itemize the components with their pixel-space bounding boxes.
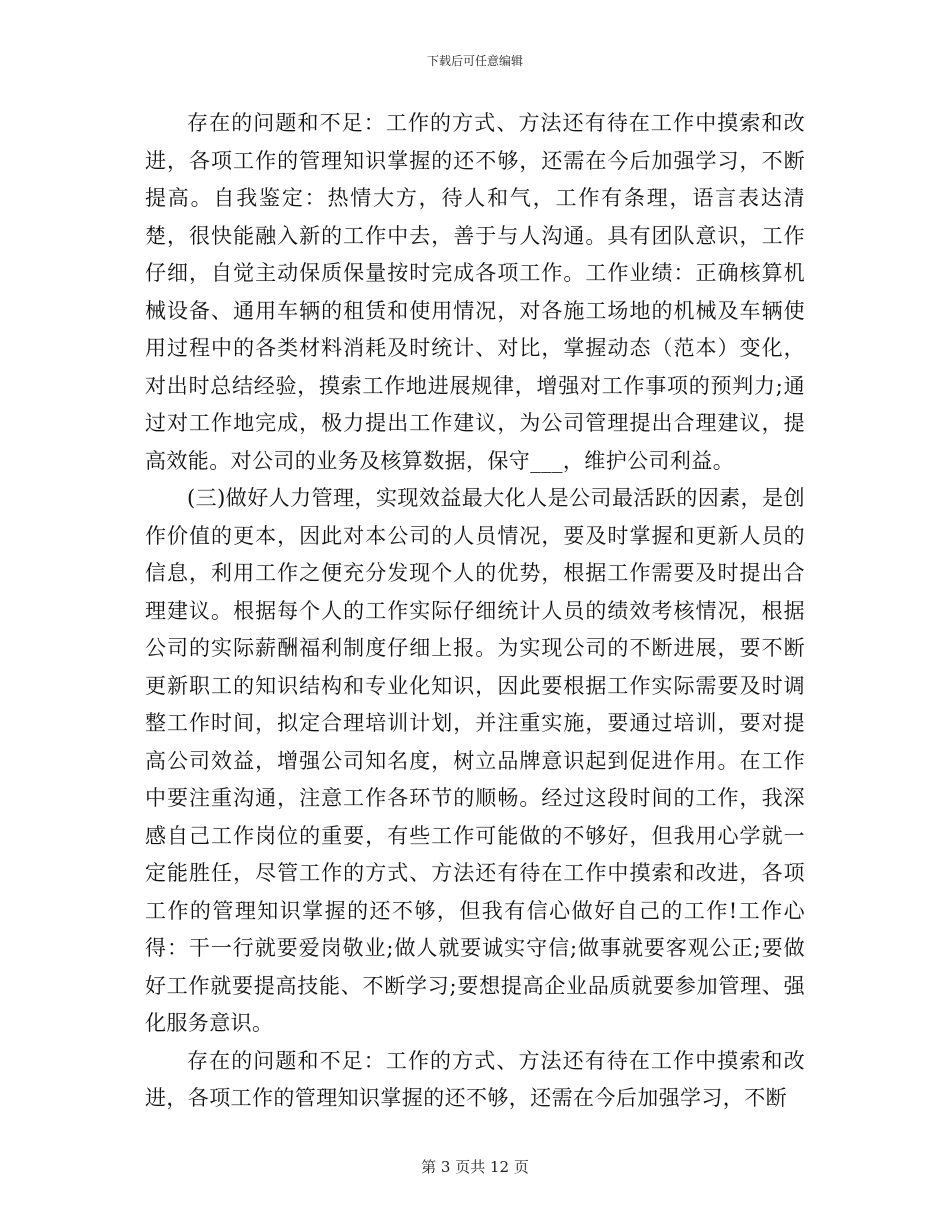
paragraph-2: (三)做好人力管理，实现效益最大化人是公司最活跃的因素，是创作价值的更本，因此对本公司的人员情况，要及时掌握和更新人员的信息，利用工作之便充分发现个人的优势，根据工作需要及时提出合理建议。根据每个人的工作实际仔细统计人员的绩效考核情况，根据公司的实际薪酬福利制度仔细上报。为实现公司的不断进展，要不断更新职工的知识结构和专业化知识，因此要根据工作实际需要及时调整工作时间，拟定合理培训计划，并注重实施，要通过培训，要对提高公司效益，增强公司知名度，树立品牌意识起到促进作用。在工作中要注重沟通，注意工作各环节的顺畅。经过这段时间的工作，我深感自己工作岗位的重要，有些工作可能做的不够好，但我用心学就一定能胜任，尽管工作的方式、方法还有待在工作中摸索和改进，各项工作的管理知识掌握的还不够，但我有信心做好自己的工作!工作心得：干一行就要爱岗敬业;做人就要诚实守信;做事就要客观公正;要做好工作就要提高技能、不断学习;要想提高企业品质就要参加管理、强化服务意识。 bbox=[145, 486, 805, 1035]
document-body bbox=[145, 105, 805, 1118]
page-footer: 第 3 页共 12 页 bbox=[421, 1158, 529, 1176]
paragraph-1: 存在的问题和不足：工作的方式、方法还有待在工作中摸索和改进，各项工作的管理知识掌握的还不够，还需在今后加强学习，不断提高。自我鉴定：热情大方，待人和气，工作有条理，语言表达清楚，很快能融入新的工作中去，善于与人沟通。具有团队意识，工作仔细，自觉主动保质保量按时完成各项工作。工作业绩：正确核算机械设备、通用车辆的租赁和使用情况，对各施工场地的机械及车辆使用过程中的各类材料消耗及时统计、对比，掌握动态（范本）变化，对出时总结经验，摸索工作地进展规律，增强对工作事项的预判力;通过对工作地完成，极力提出工作建议，为公司管理提出合理建议，提高效能。对公司的业务及核算数据，保守___，维护公司利益。 bbox=[145, 111, 805, 473]
paragraph-3: 存在的问题和不足：工作的方式、方法还有待在工作中摸索和改进，各项工作的管理知识掌握的还不够，还需在今后加强学习，不断 bbox=[145, 1048, 805, 1110]
page-header: 下载后可任意编辑 bbox=[426, 54, 523, 68]
